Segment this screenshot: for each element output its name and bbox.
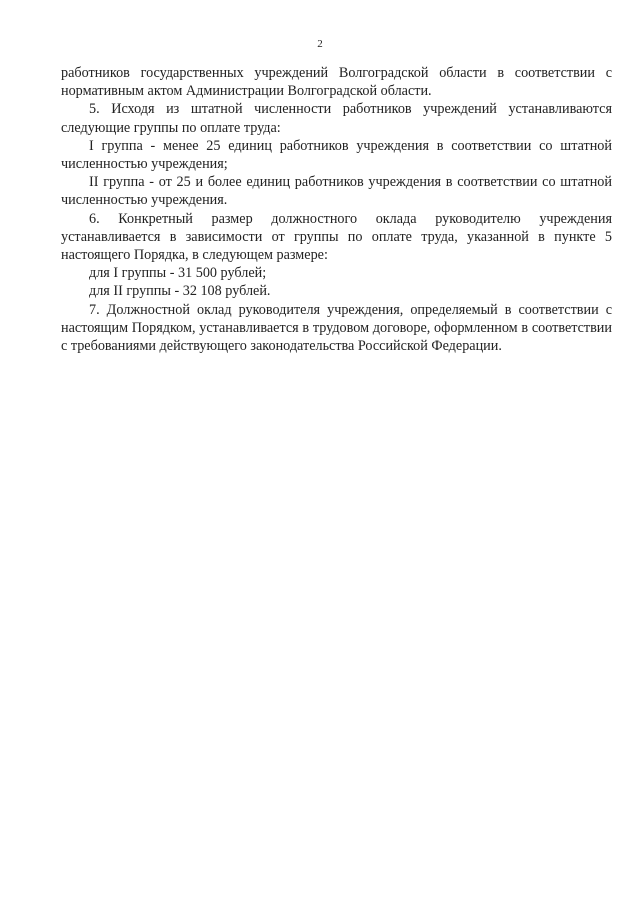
paragraph-continuation: работников государственных учреждений Волгоградской области в соответствии с нормативным актом Администрации Волгоградской области. — [61, 65, 612, 100]
paragraph-item-6: 6. Конкретный размер должностного оклада руководителю учреждения устанавливается в зависимости от группы по оплате труда, указанной в пункте 5 настоящего Порядка, в следующем размере: — [61, 210, 612, 264]
paragraph-item-5: 5. Исходя из штатной численности работников учреждений устанавливаются следующие группы по оплате труда: — [61, 101, 612, 136]
paragraph-item-7: 7. Должностной оклад руководителя учреждения, определяемый в соответствии с настоящим Порядком, устанавливается в трудовом договоре, оформленном в соответствии с требованиями действующего законодательства Российской Федерации. — [61, 301, 612, 355]
paragraph-salary-group-2: для II группы - 32 108 рублей. — [89, 283, 271, 300]
paragraph-group-1: I группа - менее 25 единиц работников учреждения в соответствии со штатной численностью учреждения; — [61, 137, 612, 173]
paragraph-group-2: II группа - от 25 и более единиц работников учреждения в соответствии со штатной численностью учреждения. — [61, 174, 612, 209]
paragraph-salary-group-1: для I группы - 31 500 рублей; — [89, 265, 267, 282]
document-body — [61, 64, 612, 355]
page-number: 2 — [317, 38, 323, 50]
